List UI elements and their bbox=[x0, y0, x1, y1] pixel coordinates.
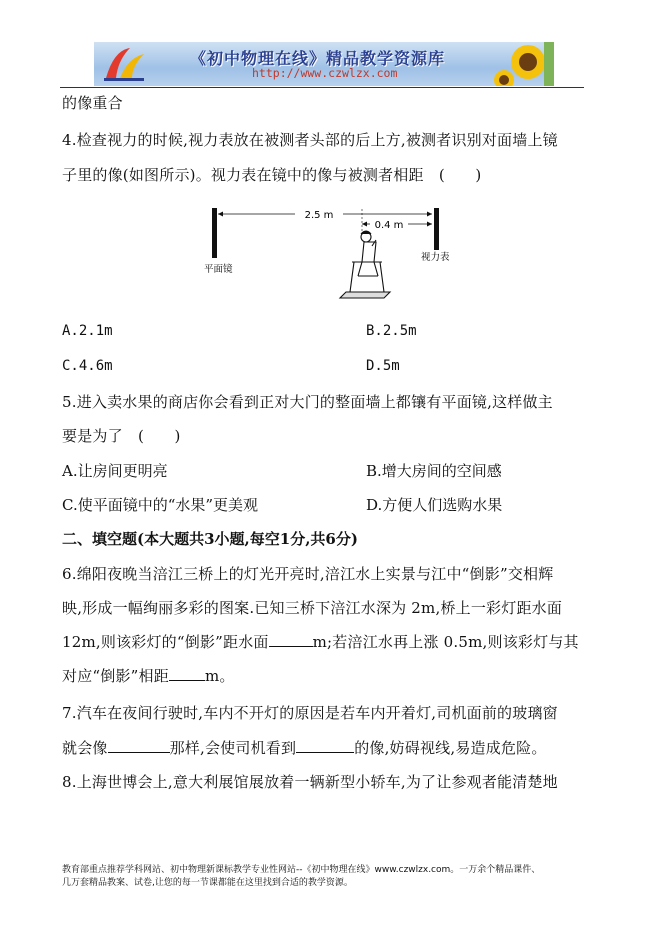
question-5-line-2: 要是为了 ( ) bbox=[62, 427, 181, 445]
option-c: C.4.6m bbox=[62, 358, 113, 374]
question-4-line-2: 子里的像(如图所示)。视力表在镜中的像与被测者相距 ( ) bbox=[62, 166, 482, 184]
question-5-line-1: 5.进入卖水果的商店你会看到正对大门的整面墙上都镶有平面镜,这样做主 bbox=[62, 393, 553, 411]
question-6-line-4 bbox=[62, 666, 235, 686]
text-segment: m;若涪江水再上涨 0.5m,则该彩灯与其 bbox=[312, 633, 579, 651]
option-c: C.使平面镜中的“水果”更美观 bbox=[62, 496, 259, 514]
question-6-line-3 bbox=[62, 632, 579, 652]
text-segment: m。 bbox=[204, 667, 235, 685]
banner-title: 《初中物理在线》精品教学资源库 bbox=[190, 49, 446, 68]
text-segment: 12m,则该彩灯的“倒影”距水面 bbox=[62, 633, 269, 651]
answer-blank bbox=[108, 738, 170, 753]
footer-line-1: 教育部重点推荐学科网站、初中物理新课标教学专业性网站--《初中物理在线》www.czwlzx.com。一万余个精品课件、 bbox=[62, 865, 541, 875]
question-6-line-2: 映,形成一幅绚丽多彩的图案.已知三桥下涪江水深为 2m,桥上一彩灯距水面 bbox=[62, 599, 563, 617]
eye-chart-shape bbox=[434, 208, 439, 250]
option-d: D.5m bbox=[366, 358, 400, 374]
banner-url: http://www.czwlzx.com bbox=[252, 66, 398, 80]
answer-blank bbox=[169, 666, 205, 681]
seated-person-icon bbox=[340, 231, 390, 298]
question-8-line-1: 8.上海世博会上,意大利展馆展放着一辆新型小轿车,为了让参观者能清楚地 bbox=[62, 773, 558, 791]
question-6-line-1: 6.绵阳夜晚当涪江三桥上的灯光开亮时,涪江水上实景与江中“倒影”交相辉 bbox=[62, 565, 554, 583]
text-segment: 对应“倒影”相距 bbox=[62, 667, 169, 685]
answer-blank bbox=[269, 632, 313, 647]
header-banner bbox=[94, 42, 554, 86]
question-7-line-1: 7.汽车在夜间行驶时,车内不开灯的原因是若车内开着灯,司机面前的玻璃窗 bbox=[62, 704, 558, 722]
question-4-line-1: 4.检查视力的时候,视力表放在被测者头部的后上方,被测者识别对面墙上镜 bbox=[62, 131, 558, 149]
option-d: D.方便人们选购水果 bbox=[366, 496, 503, 514]
eye-test-diagram bbox=[196, 200, 466, 304]
section-title: 二、填空题(本大题共3小题,每空1分,共6分) bbox=[62, 530, 358, 548]
sunflower-icon bbox=[492, 42, 554, 86]
option-a: A.让房间更明亮 bbox=[62, 462, 168, 480]
answer-blank bbox=[296, 738, 354, 753]
text-segment: 就会像 bbox=[62, 739, 108, 757]
distance-label-total: 2.5 m bbox=[304, 210, 334, 221]
option-a: A.2.1m bbox=[62, 323, 113, 339]
text-line: 的像重合 bbox=[62, 94, 123, 112]
site-logo-icon bbox=[100, 44, 148, 84]
text-segment: 的像,妨碍视线,易造成危险。 bbox=[354, 739, 547, 757]
plane-mirror-shape bbox=[212, 208, 217, 258]
distance-label-short: 0.4 m bbox=[374, 220, 404, 231]
option-b: B.2.5m bbox=[366, 323, 417, 339]
eye-chart-label: 视力表 bbox=[421, 252, 450, 263]
option-b: B.增大房间的空间感 bbox=[366, 462, 502, 480]
question-7-line-2 bbox=[62, 738, 547, 758]
header-divider bbox=[60, 87, 584, 88]
mirror-label: 平面镜 bbox=[204, 264, 233, 275]
text-segment: 那样,会使司机看到 bbox=[169, 739, 297, 757]
footer-line-2: 几万套精品教案、试卷,让您的每一节课都能在这里找到合适的教学资源。 bbox=[62, 878, 353, 888]
